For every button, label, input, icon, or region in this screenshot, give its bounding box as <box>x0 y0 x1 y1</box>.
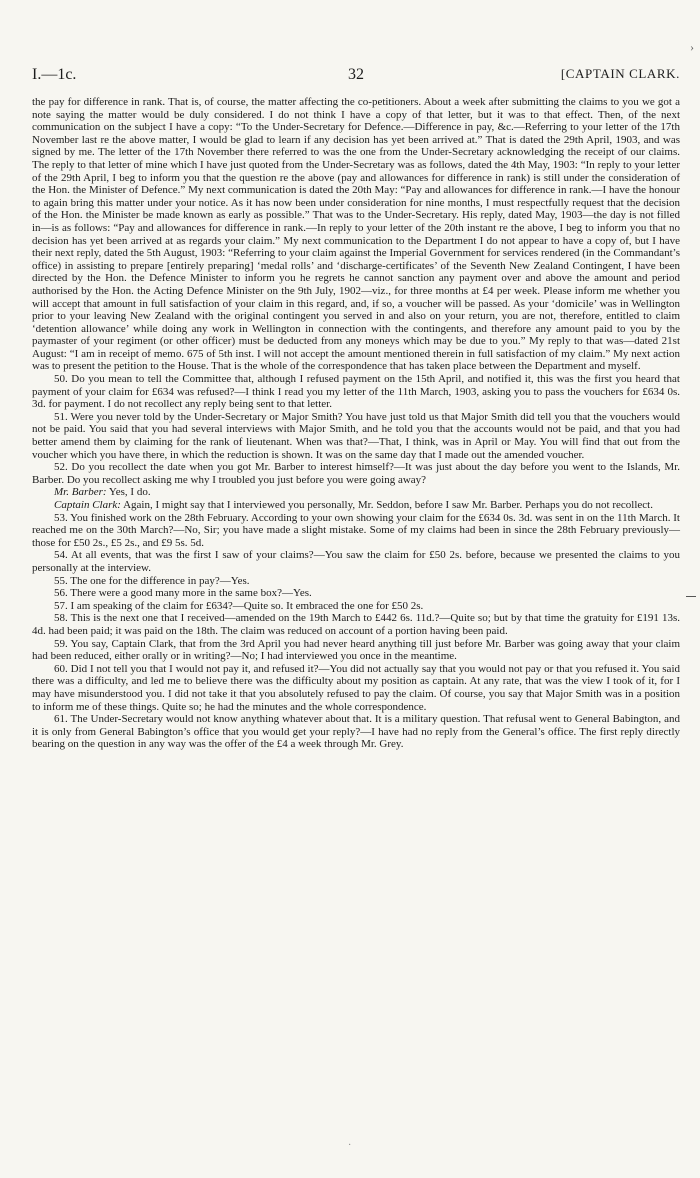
margin-mark <box>686 596 696 597</box>
question-paragraph: 52. Do you recollect the date when you got Mr. Barber to interest himself?—It was just about the day before you went to the Islands, Mr. Barber. Do you recollect asking me why I troubled you just before you were going away? <box>32 461 680 486</box>
question-paragraph: 60. Did I not tell you that I would not pay it, and refused it?—You did not actually say that you would not pay or that you refused it. You said there was a difficulty, and led me to believe there was the difficulty about my position as captain. At any rate, that was the view I took of it, for I may have misunderstood you. I did not take it that you absolutely refused to pay the claim. Of course, you say that Major Smith was in a position to inform me of these things. Quite so; he had the minutes and the whole correspondence. <box>32 662 680 713</box>
question-paragraph: 53. You finished work on the 28th February. According to your own showing your claim for the £634 0s. 3d. was sent in on the 11th March. It reached me on the 30th March?—No, Sir; you have made a slight mistake. Some of my claims had been in since the 28th February previously—those for £50 2s., £5 2s., and £9 5s. 5d. <box>32 511 680 549</box>
speaker-name: Captain Clark: <box>54 499 121 511</box>
question-paragraph: 58. This is the next one that I received—amended on the 19th March to £442 6s. 11d.?—Quite so; but by that time the gratuity for £191 13s. 4d. had been paid; it was paid on the 18th. The claim was reduced on account of a portion having been paid. <box>32 612 680 637</box>
continued-paragraph: the pay for difference in rank. That is, of course, the matter affecting the co-petitioners. About a week after submitting the claims to you we got a note saying the matter would be duly considered. I do not think I have a copy of that letter, but it was to that effect. Then, of the next communication on the subject I have a copy: “To the Under-Secretary for Defence.—Difference in pay, &c.—Referring to your letter of the 17th November last re the above matter, I would be glad to learn if any decision has yet been arrived at.” That is dated the 29th April, 1903, and was signed by me. The letter of the 17th November there referred to was the one from the Under-Secretary acknowledging the receipt of our claims. The reply to that letter of mine which I have just quoted from the Under-Secretary was as follows, dated the 4th May, 1903: “In reply to your letter of the 29th April, I beg to inform you that the question re the above (pay and allowances for difference in rank) is still under the consideration of the Hon. the Minister of Defence.” My next communication is dated the 20th May: “Pay and allowances for difference in rank.—I have the honour to again bring this matter under your notice. As it has now been under consideration for nine months, I must respectfully request that the decision of the Hon. the Minister be made known as early as possible.” That was to the Under-Secretary. His reply, dated May, 1903—the day is not filled in—is as follows: “Pay and allowances for difference in rank.—In reply to your letter of the 20th instant re the above, I beg to inform you that no decision has yet been arrived at as regards your claim.” My next communication to the Department I do not appear to have a copy of, but I have their next reply, dated the 5th August, 1903: “Referring to your claim against the Imperial Government for services rendered (in the Commandant’s office) in assisting to prepare [entirely preparing] ‘medal rolls’ and ‘discharge-certificates’ of the Seventh New Zealand Contingent, I have been directed by the Hon. the Defence Minister to inform you he regrets he cannot sanction any payment over and above the amount and period authorised by the Hon. the Acting Defence Minister on the 9th July, 1902—viz., for three months at £4 per week. Please inform me whether you will accept that amount in full satisfaction of your claim in this regard, and, if so, a voucher will be passed. As your ‘domicile’ was in Wellington prior to your leaving New Zealand with the original contingent you served in and also on your return, you are not, therefore, entitled to claim ‘detention allowance’ while doing any work in Wellington in connection with the contingents, and therefore any amount paid to you by the paymaster of your regiment (or other officer) must be deducted from any moneys which may be due to you.” My reply to that was—dated 21st August: “I am in receipt of memo. 675 of 5th inst. I will not accept the amount mentioned therein in full satisfaction of my claim.” My next action was to present the petition to the House. That is the whole of the correspondence that has taken place between the Department and myself. <box>32 96 680 373</box>
page-header <box>32 66 680 86</box>
question-paragraph: 55. The one for the difference in pay?—Yes. <box>54 574 250 587</box>
speaker-paragraph <box>32 499 680 512</box>
speaker-text: Again, I might say that I interviewed you personally, Mr. Seddon, before I saw Mr. Barber. Perhaps you do not recollect. <box>120 499 653 511</box>
page-number: 32 <box>348 66 364 83</box>
question-paragraph: 61. The Under-Secretary would not know anything whatever about that. It is a military question. That refusal went to General Babington, and it is only from General Babington’s office that you would get your reply?—I have had no reply from the General’s office. The first reply directly bearing on the question in any way was the offer of the £4 a week through Mr. Grey. <box>32 713 680 751</box>
speaker-name: Mr. Barber: <box>54 486 107 499</box>
question-paragraph: 54. At all events, that was the first I saw of your claims?—You saw the claim for £50 2s. before, because we presented the claims to you personally at the interview. <box>32 549 680 574</box>
question-paragraph: 50. Do you mean to tell the Committee that, although I refused payment on the 15th April, and notified it, this was the first you heard that payment of your claim for £634 was refused?—I think I read you my letter of the 11th March, 1903, asking you to pass the vouchers for £634 0s. 3d. for payment. I do not recollect any reply being sent to that letter. <box>32 373 680 411</box>
question-paragraph: 51. Were you never told by the Under-Secretary or Major Smith? You have just told us that Major Smith did tell you that the vouchers would not be paid. You said that you had several interviews with Major Smith, and he told you that the accounts would not be paid, and that you had better amend them by claiming for the rank of lieutenant. When was that?—That, I think, was in April or May. You will find that out from the voucher which you have there, in which the reduction is shown. It was on the same day that I made out the amended voucher. <box>32 410 680 461</box>
document-reference: I.—1c. <box>32 66 77 83</box>
speaker-text: Yes, I do. <box>106 486 151 499</box>
question-paragraph: 59. You say, Captain Clark, that from the 3rd April you had never heard anything till just before Mr. Barber was going away that your claim had been reduced, either orally or in writing?—No; I had interviewed you once in the meantime. <box>32 637 680 663</box>
corner-mark: › <box>690 40 694 54</box>
body-text <box>32 96 680 751</box>
question-paragraph: 56. There were a good many more in the same box?—Yes. <box>54 587 312 600</box>
speaker-paragraph <box>32 486 680 499</box>
running-head: [CAPTAIN CLARK. <box>560 66 680 81</box>
question-paragraph: 57. I am speaking of the claim for £634?—Quite so. It embraced the one for £50 2s. <box>54 599 424 612</box>
foot-mark: · <box>348 1140 352 1151</box>
